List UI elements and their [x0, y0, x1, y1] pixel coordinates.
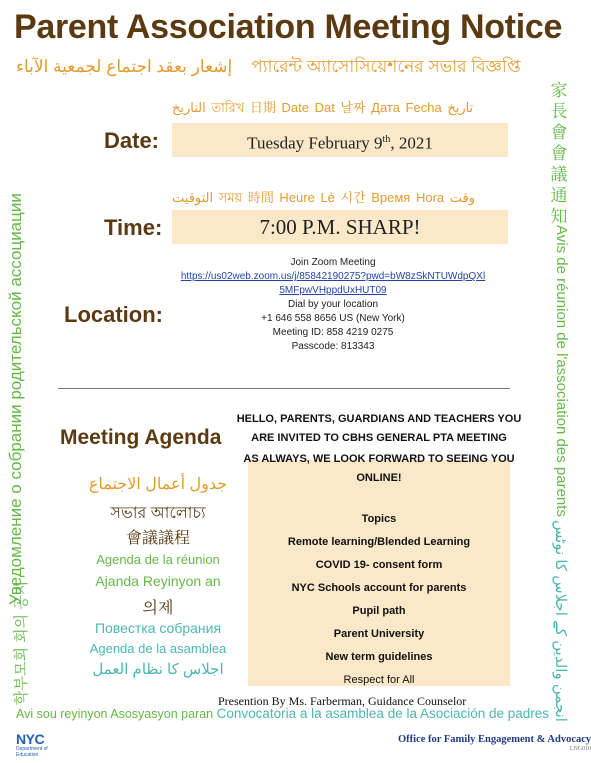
date-value: Tuesday February 9th, 2021	[172, 123, 508, 157]
cjk-char: 會	[550, 123, 568, 142]
passcode: Passcode: 813343	[291, 341, 375, 352]
location-label: Location:	[64, 302, 163, 327]
meeting-id: Meeting ID: 858 4219 0275	[272, 327, 394, 338]
invite-line-1: HELLO, PARENTS, GUARDIANS AND TEACHERS YOU ARE INVITED TO CBHS GENERAL PTA MEETING	[236, 413, 522, 444]
cjk-char: 會	[550, 144, 568, 163]
side-right-chinese	[548, 80, 570, 227]
list-item: Pupil path	[352, 605, 406, 617]
bottom-haitian: Avi sou reyinyon Asosyasyon paran	[16, 707, 214, 721]
logo-sub-1: Department of	[16, 746, 48, 752]
date-label: Date:	[104, 128, 160, 153]
side-left-korean: 학부모회 회의 공지	[13, 580, 30, 705]
page-title: Parent Association Meeting Notice	[14, 8, 563, 46]
time-translations: التوقيت সময় 時間 Heure Lè 시간 Время Hora وقت	[172, 190, 476, 205]
phone-number: +1 646 558 8656 US (New York)	[261, 313, 405, 324]
agenda-korean: 의제	[142, 600, 174, 617]
list-item: NYC Schools account for parents	[291, 582, 467, 594]
nyc-doe-logo	[16, 732, 48, 758]
time-value: 7:00 P.M. SHARP!	[172, 210, 508, 244]
bottom-translations	[16, 706, 549, 721]
office-code: LNG010	[569, 746, 591, 752]
list-item: Parent University	[333, 628, 425, 640]
agenda-spanish: Agenda de la asamblea	[89, 641, 227, 656]
date-translations: التاريخ তারিখ 日期 Date Dat 날짜 Дата Fecha تاریخ	[172, 100, 474, 115]
list-item: Respect for All	[343, 674, 415, 686]
bottom-spanish: Convocatoria a la asamblea de la Asociación de padres	[216, 706, 550, 721]
title-translations	[16, 54, 521, 82]
list-item: Remote learning/Blended Learning	[287, 536, 471, 548]
agenda-russian: Повестка собрания	[94, 620, 222, 636]
cjk-char: 議	[550, 165, 568, 184]
list-item: COVID 19- consent form	[315, 559, 443, 571]
cjk-char: 家	[550, 81, 568, 100]
agenda-bengali: সভার আলোচ্য	[110, 505, 206, 522]
zoom-link[interactable]: https://us02web.zoom.us/j/85842190275?pwd=bW8zSkNTUWdpQXl 5MFpwVHppdUxHUT09	[180, 271, 486, 296]
cjk-char: 長	[550, 102, 568, 121]
list-item: New term guidelines	[325, 651, 433, 663]
side-left-russian: Уведомление о собрании родительской ассоциации	[6, 193, 25, 605]
time-label: Time:	[104, 215, 163, 240]
cjk-char: 通	[550, 186, 568, 205]
agenda-urdu: اجلاس کا نظام العمل	[92, 661, 224, 678]
agenda-chinese: 會議議程	[125, 530, 190, 547]
logo-text: NYC	[16, 731, 45, 747]
logo-sub-2: Education	[16, 752, 39, 758]
agenda-label: Meeting Agenda	[60, 426, 222, 449]
divider	[58, 388, 510, 389]
dial-text: Dial by your location	[287, 299, 379, 310]
location-details	[168, 256, 498, 362]
topics-list	[248, 508, 510, 692]
invite-notice	[224, 410, 534, 488]
topics-heading: Topics	[361, 513, 397, 525]
title-bengali: প্যারেন্ট অ্যাসোসিয়েশনের সভার বিজ্ঞপ্তি	[251, 57, 521, 76]
agenda-arabic: جدول أعمال الاجتماع	[88, 476, 228, 493]
side-right-french: Avis de réunion de l'association des parents	[553, 225, 570, 517]
agenda-haitian: Ajanda Reyinyon an	[95, 573, 221, 589]
agenda-french: Agenda de la réunion	[96, 552, 220, 567]
cjk-char: 知	[550, 207, 568, 226]
presenter-line: Presention By Ms. Farberman, Guidance Counselor	[218, 694, 467, 708]
zoom-join-text: Join Zoom Meeting	[290, 257, 376, 268]
title-arabic: إشعار بعقد اجتماع لجمعية الآباء	[16, 57, 233, 76]
office-name: Office for Family Engagement & Advocacy LNG010	[398, 734, 591, 752]
invite-line-2: AS ALWAYS, WE LOOK FORWARD TO SEEING YOU ONLINE!	[243, 453, 515, 484]
side-right-urdu: انجمن والدین کے اجلاس کا نوٹس	[552, 520, 569, 722]
